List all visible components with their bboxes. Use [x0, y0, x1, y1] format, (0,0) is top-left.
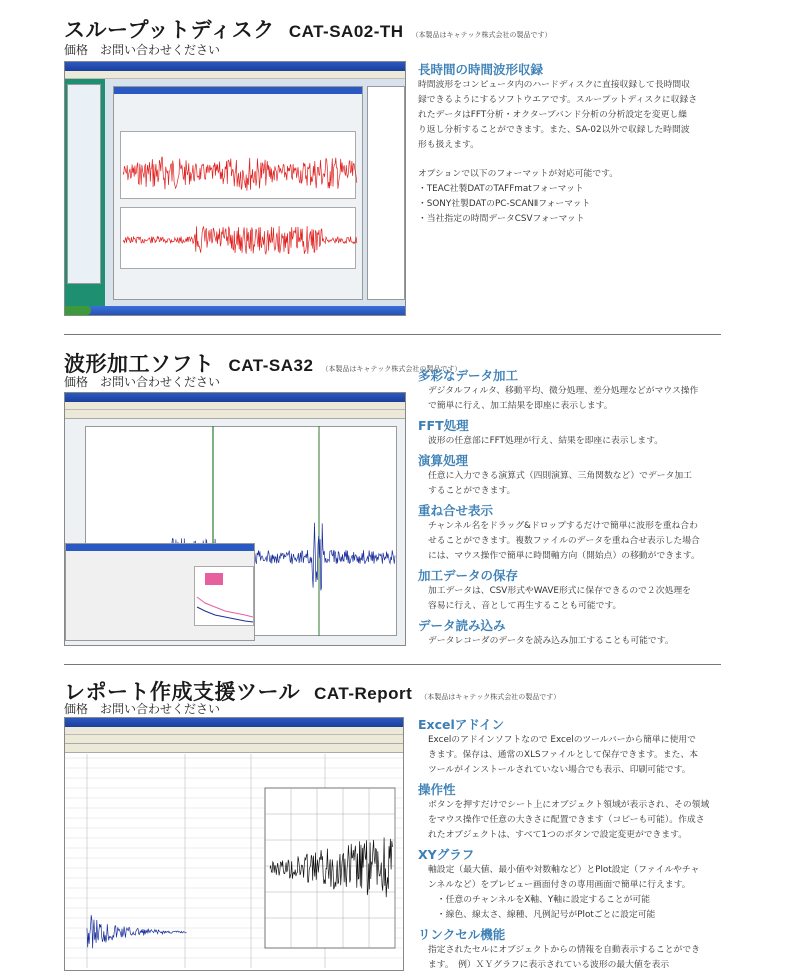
feature-text-line: データレコーダのデータを読み込み加工することも可能です。 — [428, 636, 674, 646]
feature-text-line: 任意に入力できる演算式（四則演算、三角関数など）でデータ加工 — [428, 471, 692, 481]
feature-text-line: オプションで以下のフォーマットが対応可能です。 — [418, 169, 619, 179]
waveform-trace — [87, 915, 186, 948]
feature-heading: 長時間の時間波形収録 — [418, 62, 544, 77]
waveform-trace — [123, 157, 357, 191]
feature-text-line: には、マウス操作で簡単に時間軸方向（開始点）の移動ができます。 — [428, 551, 700, 561]
product-code: CAT-SA02-TH — [288, 22, 404, 41]
screenshot-waveform-processing — [64, 392, 406, 646]
product-code: CAT-SA32 — [228, 356, 314, 375]
feature-text-line: ボタンを押すだけでシート上にオブジェクト領域が表示され、その領域 — [428, 800, 710, 810]
feature-text-line: ・線色、線太さ、線種、凡例記号がPlotごとに設定可能 — [428, 910, 656, 920]
taskbar — [65, 306, 405, 315]
feature-text-line: ・任意のチャンネルをX軸、Y軸に設定することが可能 — [428, 895, 650, 905]
feature-text-line: ンネルなど）をプレビュー画面付きの専用画面で簡単に行えます。 — [428, 880, 691, 890]
product-name: 波形加工ソフト — [64, 352, 215, 376]
waveform-bottom — [123, 226, 357, 254]
features-waveform-processing — [418, 368, 724, 653]
screenshot-throughput-disk — [64, 61, 406, 316]
feature-text-line: ツールがインストールされていない場合でも表示、印刷可能です。 — [428, 765, 691, 775]
report-waveform — [87, 915, 186, 948]
product-note: （本製品はキャテック株式会社の製品です） — [411, 31, 552, 39]
features-throughput — [418, 62, 724, 227]
feature-text-line: 軸設定（最大値、最小値や対数軸など）とPlot設定（ファイルやチャ — [428, 865, 700, 875]
feature-text-line: ・TEAC社製DATのTAFFmatフォーマット — [418, 184, 584, 194]
feature-text-line: 加工データは、CSV形式やWAVE形式に保存できるので２次処理を — [428, 586, 691, 596]
product-note: （本製品はキャテック株式会社の製品です） — [420, 693, 561, 701]
feature-text-line: り返し分析することができます。また、SA-02以外で収録した時間波 — [418, 125, 690, 135]
processing-dialog — [65, 543, 255, 641]
feature-heading: FFT処理 — [418, 418, 469, 433]
feature-text-line: することができます。 — [428, 486, 516, 496]
feature-heading: 重ね合せ表示 — [418, 503, 494, 518]
product-name: スループットディスク — [64, 18, 275, 42]
product-title — [64, 14, 552, 44]
feature-text-line: で簡単に行え、加工結果を即座に表示します。 — [428, 401, 613, 411]
feature-heading: 多彩なデータ加工 — [418, 368, 519, 383]
fft-preview-graph — [194, 566, 254, 626]
feature-heading: 演算処理 — [418, 453, 469, 468]
product-note: （本製品はキャテック株式会社の製品です） — [321, 365, 462, 373]
price-label: 価格 お問い合わせください — [64, 43, 221, 57]
feature-heading: Excelアドイン — [418, 717, 505, 732]
feature-text-line: きます。保存は、通常のXLSファイルとして保存できます。また、本 — [428, 750, 699, 760]
section-throughput-disk — [0, 0, 787, 330]
feature-text-line: 録できるようにするソフトウエアです。スループットディスクに収録さ — [418, 95, 698, 105]
features-report-tool — [418, 717, 724, 977]
feature-heading: XYグラフ — [418, 847, 475, 862]
waveform-top — [123, 157, 357, 191]
section-waveform-processing — [0, 334, 787, 664]
feature-text-line: Excelのアドインソフトなので Excelのツールバーから簡単に使用で — [428, 735, 696, 745]
start-button[interactable] — [65, 306, 91, 315]
feature-heading: 加工データの保存 — [418, 568, 519, 583]
price-label: 価格 お問い合わせください — [64, 702, 221, 716]
feature-text-line: 指定されたセルにオブジェクトからの情報を自動表示することができ — [428, 945, 700, 955]
price-label: 価格 お問い合わせください — [64, 375, 221, 389]
report-sheet — [65, 718, 404, 971]
feature-text-line: をマウス操作で任意の大きさに配置できます（コピーも可能）。作成さ — [428, 815, 705, 825]
section-report-tool — [0, 664, 787, 980]
feature-text-line: 波形の任意部にFFT処理が行え、結果を即座に表示します。 — [428, 436, 664, 446]
product-name: レポート作成支援ツール — [64, 680, 301, 704]
feature-text-line: 形も扱えます。 — [418, 140, 479, 150]
feature-heading: データ読み込み — [418, 618, 506, 633]
feature-text-line: 時間波形をコンピュータ内のハードディスクに直接収録して長時間収 — [418, 80, 691, 90]
feature-text-line: ます。 例）ＸＹグラフに表示されている波形の最大値を表示 — [428, 960, 670, 970]
feature-text-line: れたオブジェクトは、すべて1つのボタンで設定変更ができます。 — [428, 830, 688, 840]
feature-text-line: ・SONY社製DATのPC-SCANⅡフォーマット — [418, 199, 591, 209]
screenshot-report-tool — [64, 717, 404, 971]
throughput-waveforms — [65, 62, 406, 316]
feature-heading: 操作性 — [418, 782, 456, 797]
xy-graph-object — [265, 788, 395, 948]
feature-heading: リンクセル機能 — [418, 927, 506, 942]
waveform-trace — [123, 226, 357, 254]
feature-text-line: せることができます。複数ファイルのデータを重ね合せ表示した場合 — [428, 536, 700, 546]
feature-text-line: チャンネル名をドラッグ&ドロップするだけで簡単に波形を重ね合わ — [428, 521, 698, 531]
feature-text-line: デジタルフィルタ、移動平均、微分処理、差分処理などがマウス操作 — [428, 386, 699, 396]
product-code: CAT-Report — [314, 684, 413, 703]
feature-text-line: れたデータはFFT分析・オクターブバンド分析の分析設定を変更し繰 — [418, 110, 687, 120]
feature-text-line: ・当社指定の時間データCSVフォーマット — [418, 214, 585, 224]
feature-text-line: 容易に行え、音として再生することも可能です。 — [428, 601, 622, 611]
